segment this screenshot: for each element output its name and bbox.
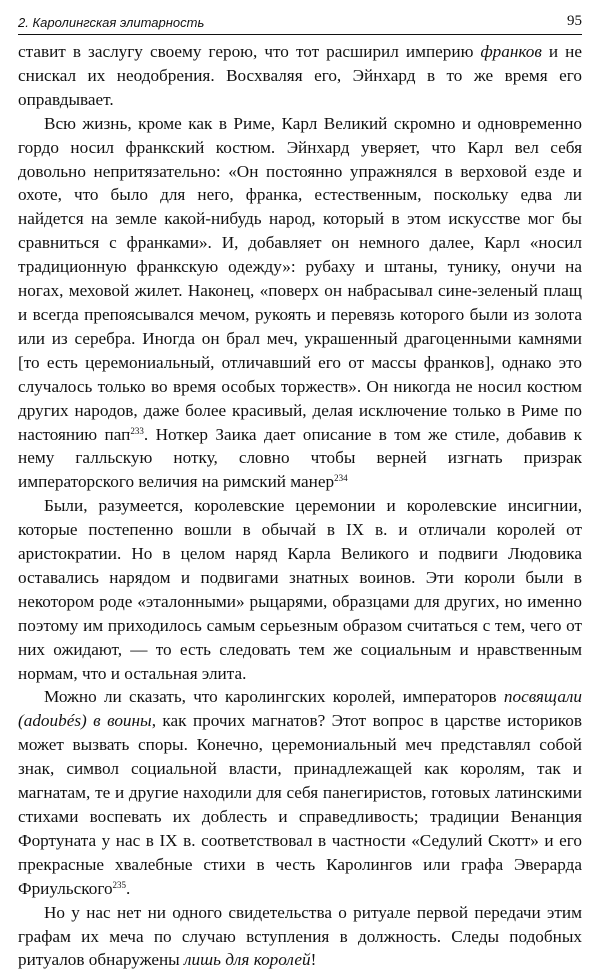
paragraph-1-emphasis: франков [480, 42, 542, 61]
paragraph-4 [18, 685, 582, 900]
footnote-ref-233: 233 [130, 425, 144, 436]
paragraph-5-emphasis: лишь для королей [184, 950, 311, 970]
page-header [18, 8, 582, 35]
paragraph-4-text-1: Можно ли сказать, что каролингских королей, императоров [44, 687, 504, 707]
running-title: 2. Каролингская элитарность [18, 15, 205, 30]
body-text [18, 40, 582, 972]
paragraph-1-text-1: ставит в заслугу своему герою, что тот расширил империю [18, 42, 481, 61]
paragraph-4-emphasis: посвящали (adoubés) в воины [18, 687, 582, 731]
paragraph-2-text-1: Всю жизнь, кроме как в Риме, Карл Великий скромно и одновременно гордо носил франкский костюм. Эйнхард уверяет, что Карл вел себя довольно непритязательно: «Он постоянно упражнялся в верховой езде и охоте, что было для него, франка, естественным, поскольку едва ли найдется на земле какой-нибудь народ, который в этом искусстве мог бы сравниться с франками». И, добавляет он немного далее, Карл «носил традиционную франкскую одежду»: рубаху и штаны, тунику, онучи на ногах, меховой жилет. Наконец, «поверх он набрасывал сине-зеленый плащ и всегда препоясывался мечом, рукоять и перевязь которого были из золота или из серебра. Иногда он брал меч, украшенный драгоценными камнями [то есть церемониальный, отличавший его от массы франков], однако это случалось только во время особых торжеств». Он никогда не носил костюм других народов, даже более красивый, делая исключение только в Риме по настоянию пап [18, 113, 582, 444]
paragraph-5-text-2: ! [310, 950, 317, 970]
paragraph-1 [18, 40, 582, 112]
footnote-ref-234: 234 [334, 473, 348, 484]
paragraph-2-text-2: . Ноткер Заика дает описание в том же стиле, добавив к нему галльскую нотку, словно чтобы верней изгнать призрак императорского величия на римский манер [18, 424, 582, 492]
paragraph-2 [18, 112, 582, 495]
page-number: 95 [567, 13, 582, 29]
paragraph-4-text-3: . [126, 878, 131, 898]
paragraph-4-text-2: , как прочих магнатов? Этот вопрос в царстве историков может вызвать споры. Конечно, церемониальный меч представлял собой знак, символ социальной власти, принадлежащей как королям, так и магнатам, те и другие находили для себя панегиристов, готовых латинскими стихами воспевать их доблесть и справедливость; традиции Венанция Фортуната у нас в IX в. соответствовал в частности «Седулий Скотт» и его прекрасные хвалебные стихи в честь Каролингов или графа Эверарда Фриульского [18, 711, 582, 898]
paragraph-5-text-1: Но у нас нет ни одного свидетельства о ритуале первой передачи этим графам их меча по случаю вступления в должность. Следы подобных ритуалов обнаружены [18, 902, 582, 970]
footnote-ref-235: 235 [112, 879, 127, 890]
paragraph-5 [18, 901, 582, 972]
paragraph-3-text: Были, разумеется, королевские церемонии и королевские инсигнии, которые постепенно вошли в обычай в IX в. и отличали королей от аристократии. Но в целом наряд Карла Великого и подвиги Людовика оставались нарядом и подвигами знатных воинов. Эти короли были в некотором роде «эталонными» рыцарями, образцами для других, но именно поэтому им приходилось самым серьезным образом считаться с тем, чего от них ожидают, — то есть следовать тем же социальным и нравственным нормам, что и остальная элита. [18, 496, 582, 683]
paragraph-3 [18, 494, 582, 685]
paragraph-1-text-2: и не снискал их неодобрения. Восхваляя его, Эйнхард в то же время его оправдывает. [18, 42, 582, 109]
